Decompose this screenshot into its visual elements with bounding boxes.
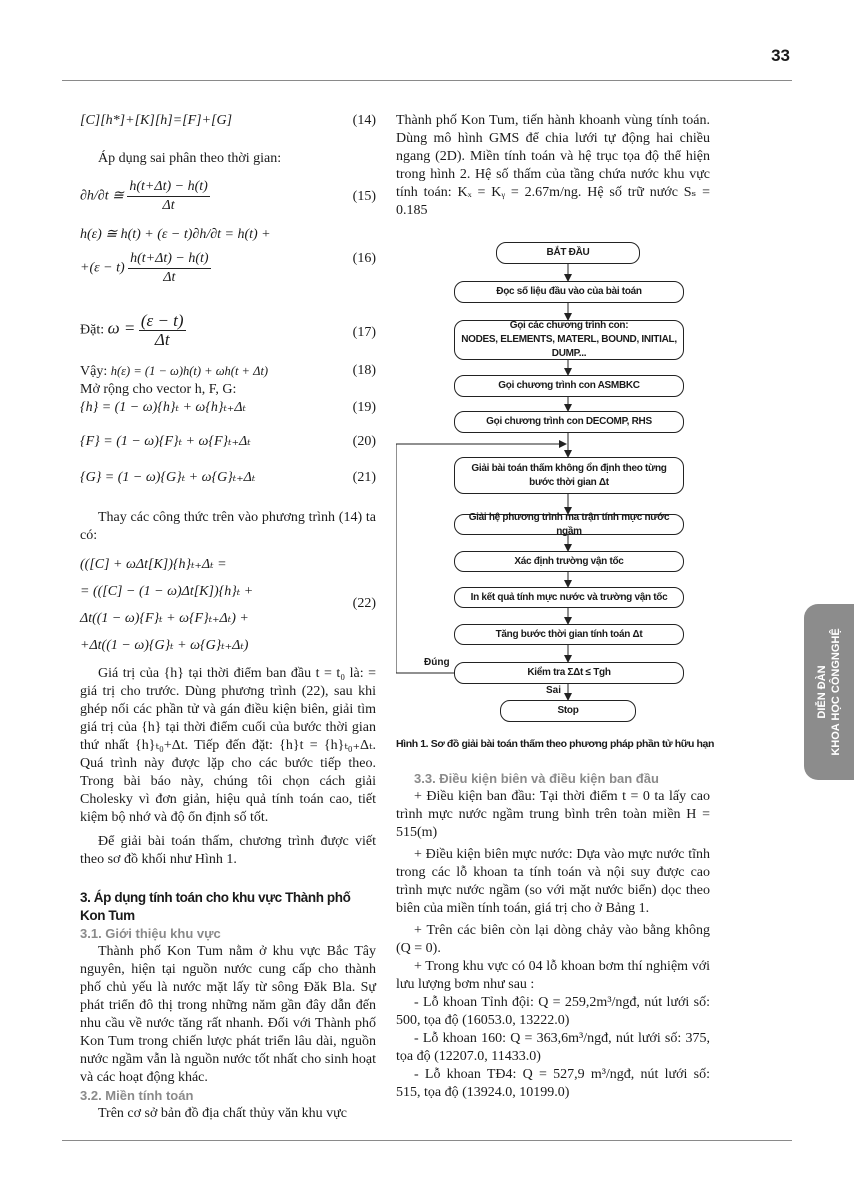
substitution-text: Thay các công thức trên vào phương trình (14) ta có: xyxy=(80,510,376,543)
equation-17-number: (17) xyxy=(352,325,376,340)
page-number: 33 xyxy=(771,46,790,65)
equation-16-line2-prefix: +(ε − t) xyxy=(80,260,125,276)
flowchart-figure xyxy=(396,237,710,727)
flow-print-results: In kết quả tính mực nước và trường vận tốc xyxy=(454,587,684,608)
paragraph-initial-values: Giá trị của {h} tại thời điểm ban đầu t = t₀ là: = giá trị cho trước. Dùng phương trình (22), sau khi ghép nối các phần tử và gán điều kiện biên, giải tìm giá trị của {h} tại thời điểm cuối của bước thời gian thứ nhất {h}ₜ₀+Δt. Tiếp đến đặt: {h}t = {h}ₜ₀₊Δₜ. Quá trình này được lặp cho các bước tiếp theo. Trong bài báo này, chúng tôi chọn cách giải Cholesky vì đơn giản, hiệu quả tính toán cao, tiết kiệm bộ nhớ và độ ổn định số tốt. xyxy=(80,666,376,825)
flow-check-condition: Kiểm tra ΣΔt ≤ Tgh xyxy=(454,662,684,684)
flow-call-subroutines xyxy=(454,320,684,360)
flow-solve-unsteady xyxy=(454,457,684,494)
equation-15-number: (15) xyxy=(352,189,376,204)
vector-extension-text: Mở rộng cho vector h, F, G: xyxy=(80,382,237,397)
flow-call-asmbkc: Gọi chương trình con ASMBKC xyxy=(454,375,684,397)
flow-solve-unsteady-line1: Giải bài toán thấm không ổn định theo từng xyxy=(471,462,667,474)
left-column xyxy=(80,112,376,1123)
equation-20-body: {F} = (1 − ω){F}ₜ + ω{F}ₜ₊Δₜ xyxy=(80,434,251,449)
section-3-heading: 3. Áp dụng tính toán cho khu vực Thành phố Kon Tum xyxy=(80,890,351,923)
equation-17 xyxy=(80,312,376,356)
side-tab-line2: KHOA HỌC CÔNGNGHỆ xyxy=(830,628,842,756)
equation-16-fraction xyxy=(128,250,210,287)
equation-19-body: {h} = (1 − ω){h}ₜ + ω{h}ₜ₊Δₜ xyxy=(80,400,246,415)
equation-15-fraction xyxy=(127,178,209,215)
well-tinh-doi: - Lỗ khoan Tỉnh đội: Q = 259,2m³/ngđ, nút lưới số: 500, tọa độ (16053.0, 13222.0) xyxy=(396,995,710,1028)
flow-solve-unsteady-line2: bước thời gian Δt xyxy=(529,476,609,488)
equation-22-line2: = (([C] − (1 − ω)Δt[K]){h}ₜ + xyxy=(80,584,254,599)
side-tab-text xyxy=(815,628,843,755)
paragraph-domain: Trên cơ sở bản đồ địa chất thủy văn khu vực xyxy=(98,1106,347,1121)
paragraph-initial-condition: + Điều kiện ban đầu: Tại thời điểm t = 0 ta lấy cao trình mực nước ngầm trung bình trên toàn miền H = 515(m) xyxy=(396,789,710,840)
section-3-3-heading: 3.3. Điều kiện biên và điều kiện ban đầu xyxy=(414,771,659,786)
flow-solve-matrix: Giải hệ phương trình ma trận tính mực nước ngầm xyxy=(454,514,684,535)
equation-18-number: (18) xyxy=(352,363,376,378)
fraction-numerator: h(t+Δt) − h(t) xyxy=(127,178,209,197)
equation-22-line4: +Δt((1 − ω){G}ₜ + ω{G}ₜ₊Δₜ) xyxy=(80,638,249,653)
flow-start: BẮT ĐẦU xyxy=(496,242,640,264)
equation-20 xyxy=(80,433,376,469)
flow-call-subroutines-line1: Gọi các chương trình con: xyxy=(509,320,629,331)
top-rule xyxy=(62,80,792,81)
time-difference-text: Áp dụng sai phân theo thời gian: xyxy=(98,151,282,166)
equation-16-number: (16) xyxy=(352,251,376,266)
flow-no-label: Sai xyxy=(546,685,562,696)
section-3-1-heading: 3.1. Giới thiệu khu vực xyxy=(80,926,221,941)
fraction-denominator: Δt xyxy=(154,330,170,349)
equation-22-line1: (([C] + ωΔt[K]){h}ₜ₊Δₜ = xyxy=(80,557,227,572)
paragraph-zero-flow: + Trên các biên còn lại dòng chảy vào bằng không (Q = 0). xyxy=(396,923,710,956)
figure-1-caption: Hình 1. Sơ đồ giải bài toán thấm theo phương pháp phần tử hữu hạn xyxy=(396,738,714,750)
fraction-denominator: Δt xyxy=(162,198,175,213)
fraction-denominator: Δt xyxy=(163,270,176,285)
equation-18-prefix: Vậy: xyxy=(80,364,108,379)
equation-21-number: (21) xyxy=(352,470,376,485)
equation-22 xyxy=(80,551,376,661)
bottom-rule xyxy=(62,1140,792,1141)
equation-16 xyxy=(80,226,376,304)
equation-17-fraction xyxy=(139,312,186,349)
flow-read-input: Đọc số liệu đầu vào của bài toán xyxy=(454,281,684,303)
paragraph-domain-continued: Thành phố Kon Tum, tiến hành khoanh vùng tính toán. Dùng mô hình GMS để chia lưới tự động hai chiều ngang (2D). Miền tính toán và hệ trục tọa độ thể hiện trong hình 2. Hệ số thấm của tầng chứa nước khu vực tính toán: Kₓ = Kᵧ = 2.67m/ng. Hệ số trữ nước Sₛ = 0.185 xyxy=(396,113,710,218)
well-160: - Lỗ khoan 160: Q = 363,6m³/ngđ, nút lưới số: 375, tọa độ (12207.0, 11433.0) xyxy=(396,1031,710,1064)
equation-18 xyxy=(80,362,376,381)
equation-21 xyxy=(80,469,376,505)
equation-16-line2 xyxy=(80,250,376,287)
flow-call-decomp: Gọi chương trình con DECOMP, RHS xyxy=(454,411,684,433)
equation-14-number: (14) xyxy=(352,113,376,128)
equation-15 xyxy=(80,178,376,216)
paragraph-flowchart-ref: Để giải bài toán thấm, chương trình được viết theo sơ đồ khối như Hình 1. xyxy=(80,834,376,867)
equation-18-body: h(ε) = (1 − ω)h(t) + ωh(t + Δt) xyxy=(110,364,269,378)
fraction-numerator: (ε − t) xyxy=(140,311,184,330)
right-column-top xyxy=(396,112,710,220)
paragraph-area-intro: Thành phố Kon Tum nằm ở khu vực Bắc Tây nguyên, hiện tại nguồn nước cung cấp cho thành phố chủ yếu là nước mặt lấy từ sông Đăk Bla. Sự phát triển đô thị trong những năm gần đây dẫn đến nhu cầu về nước tăng rất nhanh. Đối với Thành phố Kon Tum trong chiến lược phát triển lâu dài, nguồn nước ngầm vẫn là nguồn nước tốt nhất cho sinh hoạt và các hoạt động khác. xyxy=(80,944,376,1085)
flow-call-subroutines-line2: NODES, ELEMENTS, MATERL, BOUND, INITIAL, DUMP... xyxy=(461,334,677,359)
equation-19-number: (19) xyxy=(352,400,376,415)
equation-14 xyxy=(80,112,376,142)
equation-19 xyxy=(80,399,376,427)
right-column-bottom xyxy=(396,770,710,1102)
equation-17-lhs: ω = xyxy=(107,318,136,338)
equation-22-number: (22) xyxy=(352,596,376,611)
side-tab-line1: DIỄN ĐÀN xyxy=(816,665,828,719)
side-section-tab xyxy=(804,604,854,780)
flow-velocity-field: Xác định trường vận tốc xyxy=(454,551,684,572)
flow-stop: Stop xyxy=(500,700,636,722)
equation-17-prefix: Đặt: xyxy=(80,322,105,338)
flow-yes-label: Đúng xyxy=(424,657,450,668)
equation-20-number: (20) xyxy=(352,434,376,449)
equation-16-line1: h(ε) ≅ h(t) + (ε − t)∂h/∂t = h(t) + xyxy=(80,227,271,242)
equation-22-line3: Δt((1 − ω){F}ₜ + ω{F}ₜ₊Δₜ) + xyxy=(80,611,249,626)
well-td4: - Lỗ khoan TĐ4: Q = 527,9 m³/ngđ, nút lưới số: 515, tọa độ (13924.0, 10199.0) xyxy=(396,1067,710,1100)
paragraph-pumping-wells: + Trong khu vực có 04 lỗ khoan bơm thí nghiệm với lưu lượng bơm như sau : xyxy=(396,959,710,992)
flow-increase-step: Tăng bước thời gian tính toán Δt xyxy=(454,624,684,645)
equation-21-body: {G} = (1 − ω){G}ₜ + ω{G}ₜ₊Δₜ xyxy=(80,470,256,485)
equation-15-lhs: ∂h/∂t ≅ xyxy=(80,188,124,204)
equation-14-body: [C][h*]+[K][h]=[F]+[G] xyxy=(80,113,233,128)
fraction-numerator: h(t+Δt) − h(t) xyxy=(128,250,210,269)
paragraph-boundary-condition: + Điều kiện biên mực nước: Dựa vào mực nước tĩnh trong các lỗ khoan ta tính toán và nội suy được cao trình mực nước ngầm (so với mặt nước biển) dọc theo biên của miền tính toán, giá trị cho ở Bảng 1. xyxy=(396,847,710,916)
section-3-2-heading: 3.2. Miền tính toán xyxy=(80,1088,194,1103)
